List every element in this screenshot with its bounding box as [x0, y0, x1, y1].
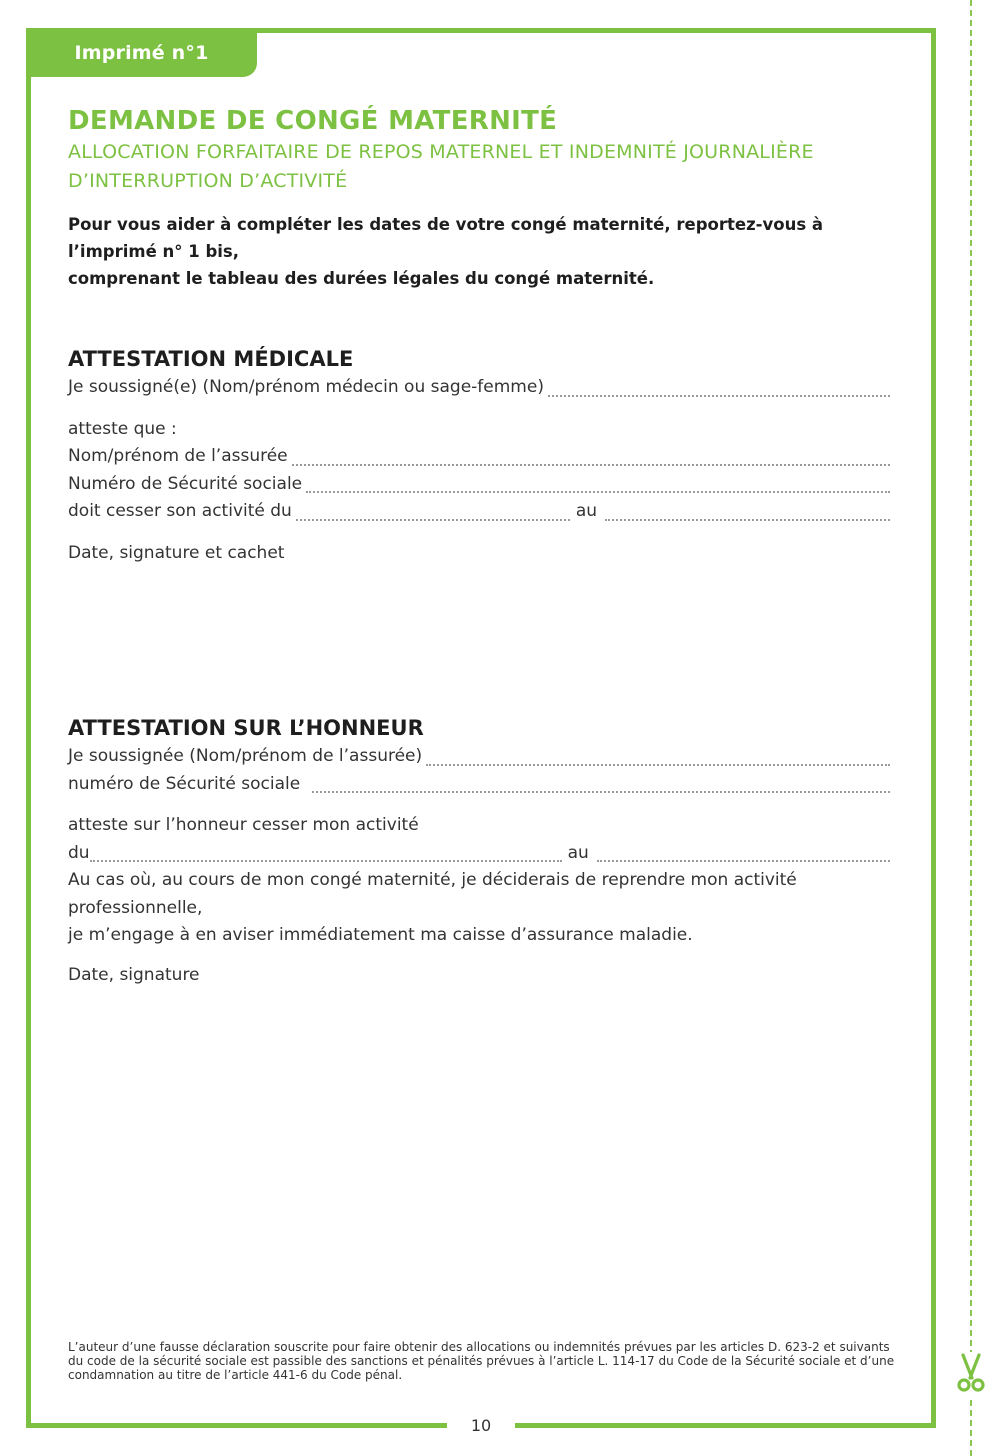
legal-notice [68, 1340, 898, 1382]
medical-ssn-input[interactable] [306, 491, 890, 493]
medical-insured-name-label: Nom/prénom de l’assurée [68, 446, 288, 466]
honour-ssn-label: numéro de Sécurité sociale [68, 773, 301, 794]
medical-stop-from-label: doit cesser son activité du [68, 501, 292, 521]
medical-signatory-label: Je soussigné(e) (Nom/prénom médecin ou sage-femme) [68, 377, 544, 397]
form-subtitle-line1: ALLOCATION FORFAITAIRE DE REPOS MATERNEL ET INDEMNITÉ JOURNALIÈRE [68, 141, 814, 163]
form-content [68, 104, 890, 1129]
medical-attests-label: atteste que : [68, 418, 177, 439]
legal-notice-line2: du code de la sécurité sociale est passible des sanctions et pénalités prévues à l’article L. 114-17 du Code de la Sécurité sociale et d’une [68, 1354, 895, 1368]
legal-notice-line3: condamnation au titre de l’article 441-6 du Code pénal. [68, 1368, 403, 1382]
honour-signatory-label: Je soussignée (Nom/prénom de l’assurée) [68, 746, 423, 766]
medical-stop-dates-field[interactable] [68, 498, 890, 526]
medical-attestation-section [68, 344, 890, 689]
honour-to-label: au [567, 842, 589, 863]
honour-signatory-input[interactable] [426, 764, 890, 766]
page-number: 10 [447, 1414, 515, 1436]
legal-notice-line1: L’auteur d’une fausse déclaration souscrite pour faire obtenir des allocations ou indemnités prévues par les articles D. 623-2 et suivants [68, 1340, 890, 1354]
form-number-tab [26, 28, 257, 77]
medical-attestation-title: ATTESTATION MÉDICALE [68, 347, 354, 371]
medical-insured-name-input[interactable] [292, 464, 890, 466]
medical-stop-to-label: au [575, 501, 598, 521]
medical-insured-name-field[interactable] [68, 443, 890, 471]
scissors-icon [957, 1352, 985, 1396]
honour-stop-dates-field[interactable] [68, 840, 890, 868]
intro-line1: Pour vous aider à compléter les dates de votre congé maternité, reportez-vous à l’imprimé n° 1 bis, [68, 215, 824, 261]
honour-signature-area[interactable] [68, 989, 890, 1129]
medical-signatory-field[interactable] [68, 374, 890, 402]
honour-from-label: du [68, 842, 90, 863]
form-number-label: Imprimé n°1 [74, 41, 209, 64]
honour-commitment-text [68, 867, 890, 950]
honour-to-input[interactable] [597, 860, 890, 862]
honour-commitment-line2: je m’engage à en aviser immédiatement ma caisse d’assurance maladie. [68, 925, 693, 945]
medical-signature-label: Date, signature et cachet [68, 542, 285, 563]
honour-attestation-title: ATTESTATION SUR L’HONNEUR [68, 716, 424, 740]
honour-signatory-field[interactable] [68, 743, 890, 771]
honour-attestation-section [68, 713, 890, 1129]
honour-signature-label: Date, signature [68, 964, 200, 985]
medical-ssn-label: Numéro de Sécurité sociale [68, 473, 303, 494]
form-subtitle-line2: D’INTERRUPTION D’ACTIVITÉ [68, 170, 348, 192]
honour-attests-label: atteste sur l’honneur cesser mon activité [68, 815, 419, 835]
honour-ssn-input[interactable] [312, 791, 890, 793]
honour-ssn-field[interactable] [68, 771, 890, 799]
medical-ssn-field[interactable] [68, 471, 890, 499]
medical-signatory-input[interactable] [548, 395, 890, 397]
cut-line [970, 0, 972, 1456]
form-title: DEMANDE DE CONGÉ MATERNITÉ [68, 106, 558, 136]
intro-line2: comprenant le tableau des durées légales du congé maternité. [68, 269, 655, 288]
medical-signature-area[interactable] [68, 567, 890, 689]
medical-stop-from-input[interactable] [296, 519, 570, 521]
honour-from-input[interactable] [90, 860, 562, 862]
intro-text [68, 211, 890, 292]
medical-stop-to-input[interactable] [605, 519, 890, 521]
honour-commitment-line1: Au cas où, au cours de mon congé maternité, je déciderais de reprendre mon activité professionnelle, [68, 870, 797, 918]
